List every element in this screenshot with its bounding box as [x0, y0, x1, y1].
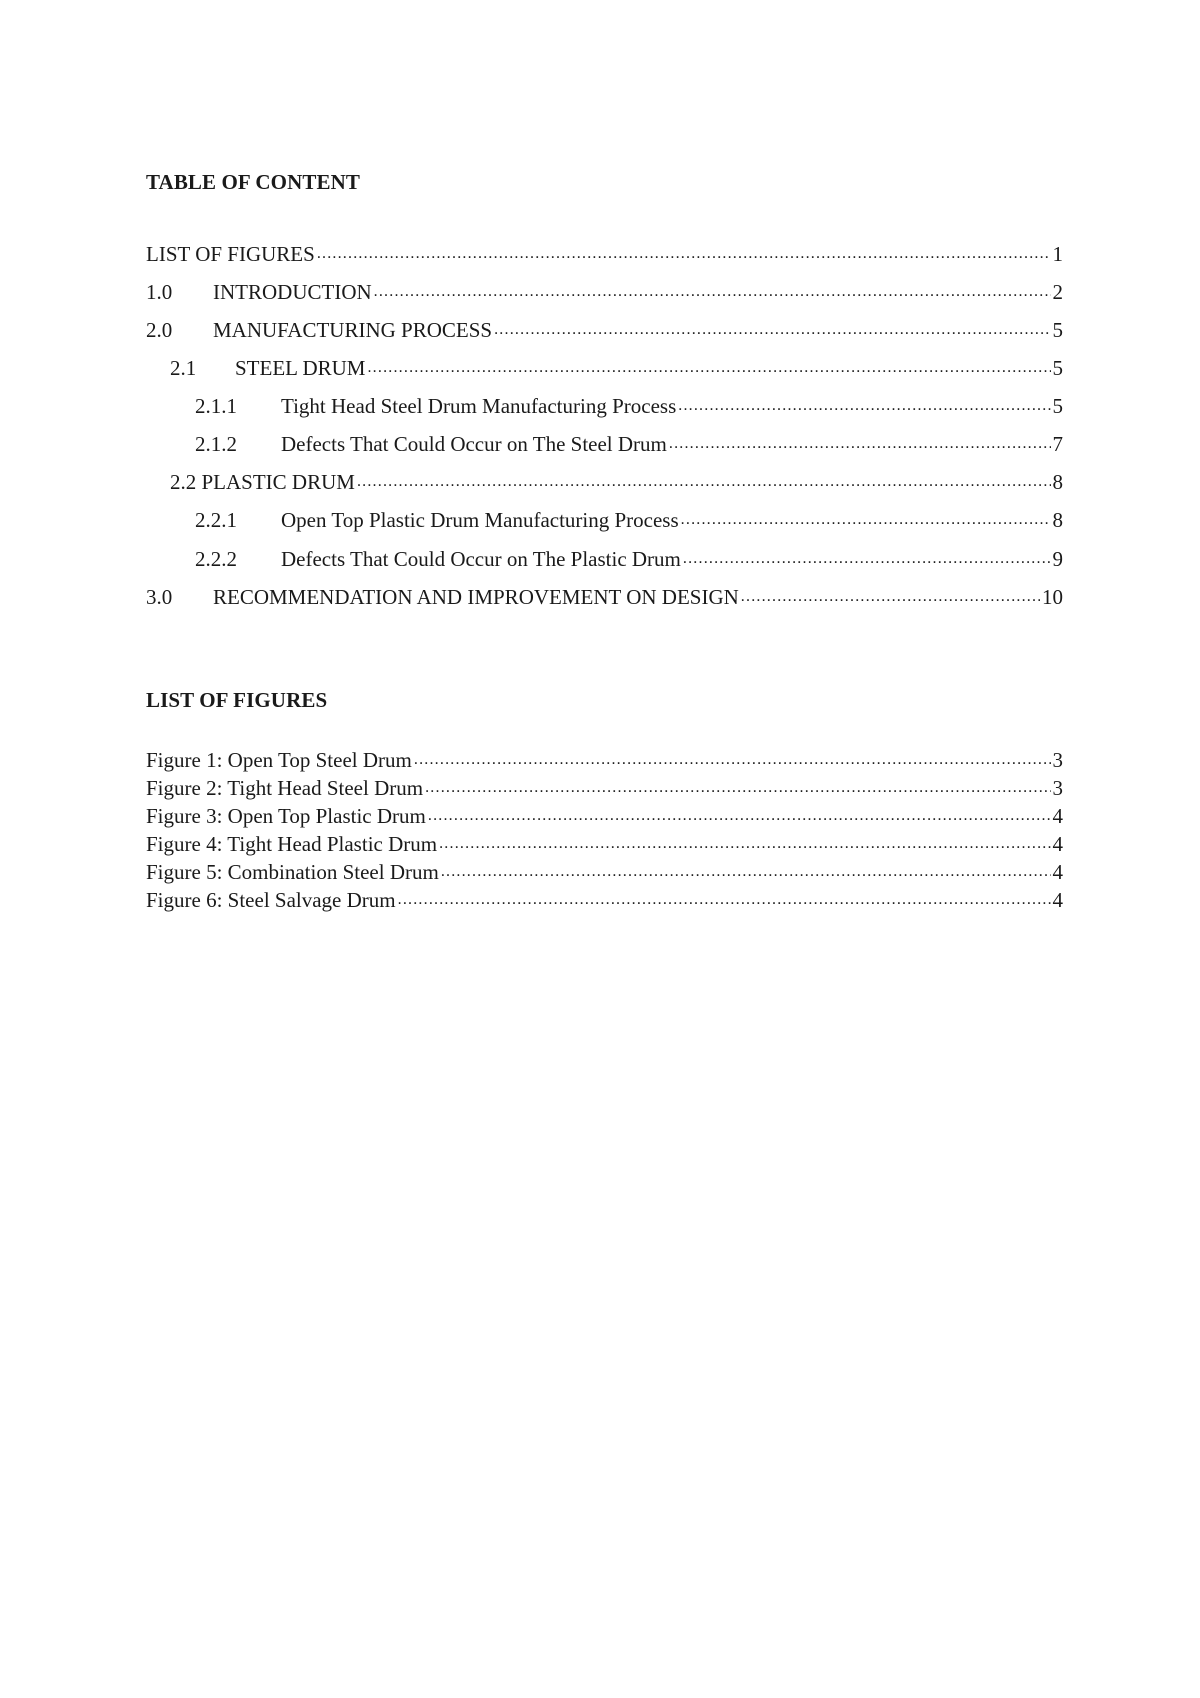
dot-leader — [367, 354, 1050, 375]
figure-entry-5[interactable] — [146, 858, 1063, 884]
dot-leader — [357, 468, 1051, 489]
toc-heading: TABLE OF CONTENT — [146, 170, 360, 194]
toc-entry-recommendation[interactable] — [146, 583, 1063, 613]
dot-leader — [669, 430, 1051, 451]
dot-leader — [678, 392, 1050, 413]
toc-entry-number: 2.2.2 — [195, 547, 237, 571]
figure-entry-page: 4 — [1052, 860, 1063, 884]
toc-entry-title: 2.2 PLASTIC DRUM — [170, 470, 355, 494]
toc-entry-list-of-figures[interactable] — [146, 240, 1063, 270]
toc-entry-page: 5 — [1052, 318, 1063, 342]
toc-entry-number: 2.2.1 — [195, 508, 237, 532]
dot-leader — [494, 316, 1050, 337]
figure-entry-page: 3 — [1052, 748, 1063, 772]
toc-entry-introduction[interactable] — [146, 278, 1063, 308]
figure-entry-title: Figure 3: Open Top Plastic Drum — [146, 804, 426, 828]
toc-entry-number: 2.1.1 — [195, 394, 237, 418]
figure-entry-title: Figure 5: Combination Steel Drum — [146, 860, 439, 884]
figure-entry-1[interactable] — [146, 746, 1063, 772]
figure-entry-page: 3 — [1052, 776, 1063, 800]
toc-entry-open-top-plastic-drum[interactable] — [195, 506, 1063, 536]
toc-entry-tight-head-steel-drum[interactable] — [195, 392, 1063, 422]
toc-entry-page: 5 — [1052, 356, 1063, 380]
toc-entry-page: 7 — [1052, 432, 1063, 456]
toc-entry-title: Tight Head Steel Drum Manufacturing Process — [281, 394, 677, 418]
dot-leader — [425, 774, 1050, 795]
dot-leader — [398, 886, 1051, 907]
toc-entry-title: STEEL DRUM — [235, 356, 366, 380]
figure-entry-page: 4 — [1052, 804, 1063, 828]
toc-entry-title: RECOMMENDATION AND IMPROVEMENT ON DESIGN — [213, 585, 739, 609]
toc-entry-page: 9 — [1052, 547, 1063, 571]
figure-entry-title: Figure 1: Open Top Steel Drum — [146, 748, 412, 772]
toc-entry-page: 10 — [1042, 585, 1063, 609]
toc-entry-number: 2.1 — [170, 356, 197, 380]
toc-entry-title: LIST OF FIGURES — [146, 242, 315, 266]
dot-leader — [683, 545, 1051, 566]
figure-entry-title: Figure 2: Tight Head Steel Drum — [146, 776, 424, 800]
dot-leader — [441, 858, 1051, 879]
toc-entry-page: 1 — [1052, 242, 1063, 266]
toc-entry-plastic-drum[interactable] — [170, 468, 1063, 498]
figure-entry-3[interactable] — [146, 802, 1063, 828]
toc-entry-page: 8 — [1052, 508, 1063, 532]
dot-leader — [428, 802, 1051, 823]
toc-entry-defects-steel-drum[interactable] — [195, 430, 1063, 460]
toc-entry-steel-drum[interactable] — [170, 354, 1063, 384]
dot-leader — [317, 240, 1051, 261]
figure-entry-page: 4 — [1052, 832, 1063, 856]
dot-leader — [414, 746, 1051, 767]
toc-entry-title: Defects That Could Occur on The Steel Drum — [281, 432, 667, 456]
figures-heading: LIST OF FIGURES — [146, 688, 328, 712]
toc-entry-title: Open Top Plastic Drum Manufacturing Process — [281, 508, 679, 532]
toc-entry-manufacturing-process[interactable] — [146, 316, 1063, 346]
toc-entry-number: 1.0 — [146, 280, 173, 304]
figure-entry-6[interactable] — [146, 886, 1063, 912]
figure-entry-title: Figure 6: Steel Salvage Drum — [146, 888, 396, 912]
dot-leader — [681, 506, 1051, 527]
toc-entry-title: Defects That Could Occur on The Plastic Drum — [281, 547, 681, 571]
figure-entry-4[interactable] — [146, 830, 1063, 856]
dot-leader — [439, 830, 1050, 851]
toc-entry-number: 2.0 — [146, 318, 173, 342]
toc-entry-page: 5 — [1052, 394, 1063, 418]
toc-entry-title: MANUFACTURING PROCESS — [213, 318, 493, 342]
dot-leader — [741, 583, 1040, 604]
toc-entry-number: 2.1.2 — [195, 432, 237, 456]
toc-entry-page: 8 — [1052, 470, 1063, 494]
toc-entry-page: 2 — [1052, 280, 1063, 304]
figure-entry-2[interactable] — [146, 774, 1063, 800]
dot-leader — [374, 278, 1051, 299]
toc-entry-title: INTRODUCTION — [213, 280, 372, 304]
figure-entry-page: 4 — [1052, 888, 1063, 912]
toc-entry-defects-plastic-drum[interactable] — [195, 545, 1063, 575]
figure-entry-title: Figure 4: Tight Head Plastic Drum — [146, 832, 438, 856]
toc-entry-number: 3.0 — [146, 585, 173, 609]
